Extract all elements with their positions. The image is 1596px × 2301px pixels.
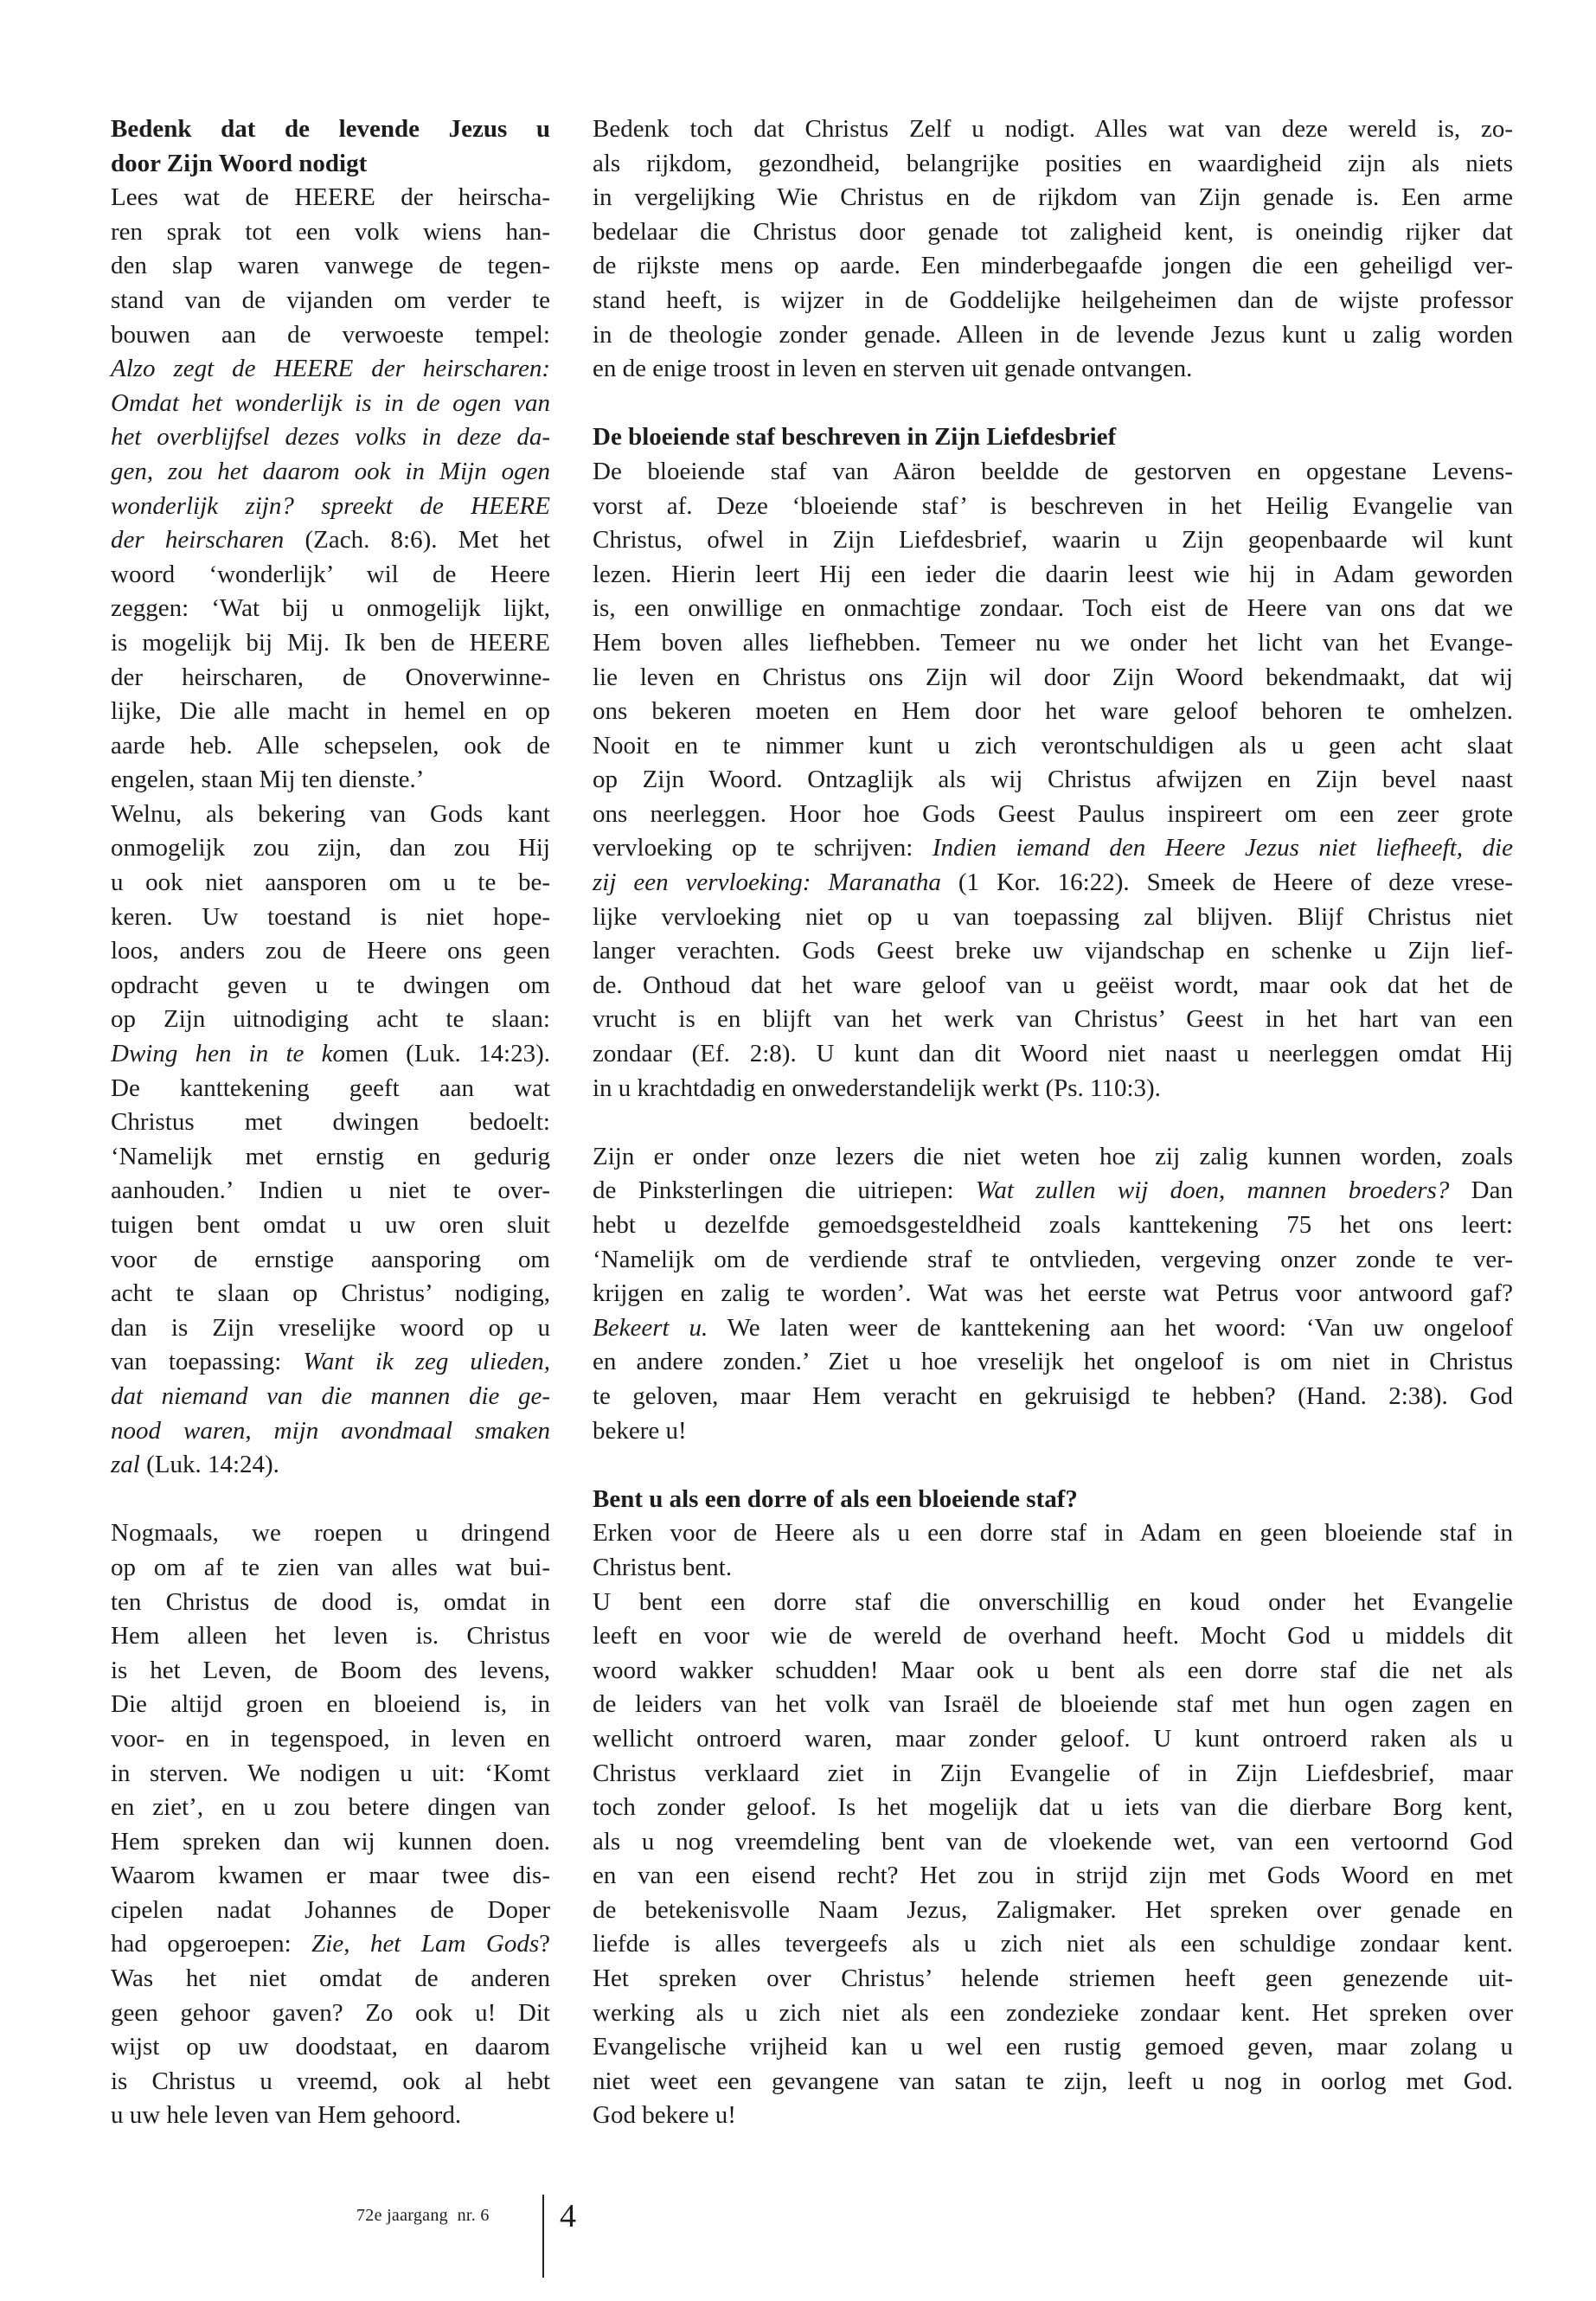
text-line: U bent een dorre staf die onverschillig en koud onder het Evangelie (593, 1587, 1513, 1616)
italic-quote: wonderlijk zijn? spreekt de HEERE (111, 491, 550, 520)
italic-quote: zal (111, 1451, 140, 1479)
text-line: door Zijn Woord nodigt (111, 149, 368, 177)
text-line: ons neerleggen. Hoor hoe Gods Geest Paulus inspireert om een zeer grote (593, 799, 1513, 828)
text-line: op om af te zien van alles wat bui- (111, 1553, 550, 1581)
italic-quote: nood waren, mijn avondmaal smaken (111, 1416, 550, 1445)
text-line: bedelaar die Christus door genade tot zaligheid kent, is oneindig rijker dat (593, 217, 1513, 246)
text-line: in vergelijking Wie Christus en de rijkdom van Zijn genade is. Een arme (593, 183, 1513, 212)
text-line: stand van de vijanden om verder te (111, 285, 550, 314)
italic-quote: Indien iemand den Heere Jezus niet liefheeft, die (932, 834, 1513, 862)
text-line: woord ‘wonderlijk’ wil de Heere (111, 560, 550, 588)
text-line: Hem alleen het leven is. Christus (111, 1622, 550, 1650)
text-line: Het spreken over Christus’ helende striemen heeft geen genezende uit- (593, 1965, 1513, 1993)
text-line: Christus met dwingen bedoelt: (111, 1108, 550, 1137)
text-line: vrucht is en blijft van het werk van Christus’ Geest in het hart van een (593, 1005, 1513, 1034)
text-line (111, 455, 550, 490)
italic-quote: Omdat het wonderlijk is in de ogen van (111, 388, 550, 417)
text-segment: (1 Kor. 16:22). Smeek de Heere of deze vrese- (940, 868, 1513, 897)
text-line: de rijkste mens op aarde. Een minderbegaafde jongen die een geheiligd ver- (593, 252, 1513, 280)
text-line: De kanttekening geeft aan wat (111, 1074, 550, 1102)
text-line: engelen, staan Mij ten dienste.’ (111, 766, 425, 794)
italic-quote: gen, zou het daarom ook in Mijn ogen (111, 457, 550, 485)
text-line: Welnu, als bekering van Gods kant (111, 799, 550, 828)
text-line (111, 352, 550, 387)
text-line: niet weet een gevangene van satan te zijn, leeft u nog in oorlog met God. (593, 2067, 1513, 2095)
text-line: loos, anders zou de Heere ons geen (111, 937, 550, 965)
text-line (111, 387, 550, 421)
text-line (593, 1311, 1513, 1346)
text-line (111, 1927, 550, 1962)
text-line: Hem spreken dan wij kunnen doen. (111, 1827, 550, 1856)
text-line: en de enige troost in leven en sterven uit genade ontvangen. (593, 355, 1193, 383)
text-line: de betekenisvolle Naam Jezus, Zaligmaker. Het spreken over genade en (593, 1895, 1513, 1924)
italic-quote: Want ik zeg ulieden, (303, 1348, 551, 1376)
text-line: op Zijn Woord. Ontzaglijk als wij Christus afwijzen en Zijn bevel naast (593, 766, 1513, 794)
text-segment: (Zach. 8:6). Met het (284, 526, 550, 554)
text-line: Evangelische vrijheid kan u wel een rustig gemoed geven, maar zolang u (593, 2033, 1513, 2061)
text-line: en andere zonden.’ Ziet u hoe vreselijk het ongeloof is om niet in Christus (593, 1348, 1513, 1376)
text-line (111, 490, 550, 524)
text-line: De bloeiende staf van Aäron beeldde de gestorven en opgestane Levens- (593, 457, 1513, 485)
text-line: Christus bent. (593, 1553, 733, 1581)
left-column (111, 112, 550, 2133)
text-line: ‘Namelijk om de verdiende straf te ontvlieden, vergeving onzer zonde te ver- (593, 1245, 1513, 1273)
paragraph (593, 1140, 1513, 1448)
text-line: te geloven, maar Hem veracht en gekruisigd te hebben? (Hand. 2:38). God (593, 1381, 1513, 1410)
text-line: de leiders van het volk van Israël de bloeiende staf met hun ogen zagen en (593, 1690, 1513, 1719)
text-line: krijgen en zalig te worden’. Wat was het eerste wat Petrus voor antwoord gaf? (593, 1279, 1513, 1308)
italic-quote: dat niemand van die mannen die ge- (111, 1381, 550, 1410)
italic-quote: het overblijfsel dezes volks in deze da- (111, 423, 550, 452)
italic-quote: zij een vervloeking: Maranatha (593, 868, 941, 897)
text-line: vorst af. Deze ‘bloeiende staf’ is beschreven in het Heilig Evangelie van (593, 491, 1513, 520)
text-line: woord wakker schudden! Maar ook u bent als een dorre staf die net als (593, 1656, 1513, 1684)
text-line: Erken voor de Heere als u een dorre staf in Adam en geen bloeiende staf in (593, 1519, 1513, 1548)
text-line: in u krachtdadig en onwederstandelijk werkt (Ps. 110:3). (593, 1074, 1161, 1102)
text-line: op Zijn uitnodiging acht te slaan: (111, 1005, 550, 1034)
text-line (593, 866, 1513, 901)
text-line: Bent u als een dorre of als een bloeiende staf? (593, 1484, 1078, 1513)
text-line (111, 1345, 550, 1380)
text-line: stand heeft, is wijzer in de Goddelijke heilgeheimen dan de wijste professor (593, 285, 1513, 314)
paragraph (593, 455, 1513, 1106)
page-number: 4 (560, 2198, 576, 2234)
text-line: Christus, ofwel in Zijn Liefdesbrief, waarin u Zijn geopenbaarde wil kunt (593, 526, 1513, 554)
text-line: onmogelijk zou zijn, dan zou Hij (111, 834, 550, 862)
text-line: hebt u dezelfde gemoedsgesteldheid zoals kanttekening 75 het ons leert: (593, 1211, 1513, 1239)
text-line: lie leven en Christus ons Zijn wil door Zijn Woord bekendmaakt, dat wij (593, 663, 1513, 691)
text-line: en ziet’, en u zou betere dingen van (111, 1793, 550, 1822)
text-line: wijst op uw doodstaat, en daarom (111, 2033, 550, 2061)
text-line: voor- en in tegenspoed, in leven en (111, 1724, 550, 1753)
text-line: is mogelijk bij Mij. Ik ben de HEERE (111, 628, 550, 657)
text-segment: de Pinksterlingen die uitriepen: (593, 1176, 976, 1205)
text-line: De bloeiende staf beschreven in Zijn Liefdesbrief (593, 423, 1117, 452)
text-line (593, 831, 1513, 866)
text-segment: (Luk. 14:24). (139, 1451, 279, 1479)
text-line: Waarom kwamen er maar twee dis- (111, 1862, 550, 1890)
text-line: keren. Uw toestand is niet hope- (111, 902, 550, 931)
text-line: voor de ernstige aansporing om (111, 1245, 550, 1273)
text-segment: ? (539, 1930, 550, 1958)
text-line: Lees wat de HEERE der heirscha- (111, 183, 550, 212)
text-line: is het Leven, de Boom des levens, (111, 1656, 550, 1684)
text-line: Bedenk toch dat Christus Zelf u nodigt. Alles wat van deze wereld is, zo- (593, 115, 1513, 143)
text-line: Nooit en te nimmer kunt u zich verontschuldigen als u geen acht slaat (593, 731, 1513, 760)
text-line (111, 1380, 550, 1414)
text-line: lezen. Hierin leert Hij een ieder die daarin leest wie hij in Adam geworden (593, 560, 1513, 588)
text-line: liefde is alles tevergeefs als u zich niet als een schuldige zondaar kent. (593, 1930, 1513, 1958)
text-segment: We laten weer de kanttekening aan het woord: ‘Van uw ongeloof (708, 1313, 1514, 1342)
section-heading (111, 112, 550, 181)
italic-quote: der heirscharen (111, 526, 285, 554)
text-segment: men (Luk. 14:23). (345, 1040, 550, 1068)
text-line: Bedenk dat de levende Jezus u (111, 115, 550, 143)
text-line: u ook niet aansporen om u te be- (111, 868, 550, 897)
right-column (593, 112, 1513, 2133)
text-line: is, een onwillige en onmachtige zondaar. Toch eist de Heere van ons dat we (593, 594, 1513, 623)
text-segment: van toepassing: (111, 1348, 304, 1376)
text-segment: had opgeroepen: (111, 1930, 312, 1958)
text-line (111, 420, 550, 455)
text-line: bekere u! (593, 1416, 687, 1445)
text-line: bouwen aan de verwoeste tempel: (111, 320, 550, 349)
text-line: werking als u zich niet als een zondezieke zondaar kent. Het spreken over (593, 1998, 1513, 2027)
text-line: ren sprak tot een volk wiens han- (111, 217, 550, 246)
text-line (111, 523, 550, 558)
text-line: is Christus u vreemd, ook al hebt (111, 2067, 550, 2095)
text-line: zondaar (Ef. 2:8). U kunt dan dit Woord niet naast u neerleggen omdat Hij (593, 1040, 1513, 1068)
text-line (111, 1037, 550, 1072)
text-line: u uw hele leven van Hem gehoord. (111, 2101, 462, 2130)
text-line: cipelen nadat Johannes de Doper (111, 1895, 550, 1924)
text-line: als rijkdom, gezondheid, belangrijke posities en waardigheid zijn als niets (593, 149, 1513, 177)
text-line: God bekere u! (593, 2101, 736, 2130)
paragraph (111, 1516, 550, 2133)
text-line: Die altijd groen en bloeiend is, in (111, 1690, 550, 1719)
text-line: acht te slaan op Christus’ nodiging, (111, 1279, 550, 1308)
section-heading (593, 1483, 1513, 1517)
text-line: opdracht geven u te dwingen om (111, 971, 550, 999)
text-line: Hem boven alles liefhebben. Temeer nu we onder het licht van het Evange- (593, 628, 1513, 657)
text-line: aanhouden.’ Indien u niet te over- (111, 1176, 550, 1205)
text-line (111, 1414, 550, 1449)
text-line: aarde heb. Alle schepselen, ook de (111, 731, 550, 760)
text-line (593, 1174, 1513, 1208)
text-segment: Dan (1449, 1176, 1513, 1205)
paragraph (593, 112, 1513, 387)
text-line: Nogmaals, we roepen u dringend (111, 1519, 550, 1548)
italic-quote: Zie, het Lam Gods (311, 1930, 540, 1958)
section-heading (593, 420, 1513, 455)
paragraph (111, 181, 550, 798)
text-line: ten Christus de dood is, omdat in (111, 1587, 550, 1616)
text-line: Was het niet omdat de anderen (111, 1965, 550, 1993)
footer-divider (542, 2195, 544, 2278)
paragraph (593, 1586, 1513, 2134)
text-line: wellicht ontroerd waren, maar zonder geloof. U kunt ontroerd raken als u (593, 1724, 1513, 1753)
text-line: der heirscharen, de Onoverwinne- (111, 663, 550, 691)
text-line: langer verachten. Gods Geest breke uw vijandschap en schenke u Zijn lief- (593, 937, 1513, 965)
text-line: dan is Zijn vreselijke woord op u (111, 1313, 550, 1342)
text-segment: vervloeking op te schrijven: (593, 834, 933, 862)
footer-issue-label: 72e jaargang nr. 6 (356, 2206, 490, 2225)
text-line: lijke vervloeking niet op u van toepassing zal blijven. Blijf Christus niet (593, 902, 1513, 931)
text-line: leeft en voor wie de wereld de overhand heeft. Mocht God u middels dit (593, 1622, 1513, 1650)
text-line: en van een eisend recht? Het zou in strijd zijn met Gods Woord en met (593, 1862, 1513, 1890)
text-line: ons bekeren moeten en Hem door het ware geloof behoren te omhelzen. (593, 697, 1513, 726)
text-line: als u nog vreemdeling bent van de vloekende wet, van een vertoornd God (593, 1827, 1513, 1856)
text-line: Christus verklaard ziet in Zijn Evangelie of in Zijn Liefdesbrief, maar (593, 1759, 1513, 1787)
text-line: in sterven. We nodigen u uit: ‘Komt (111, 1759, 550, 1787)
italic-quote: Dwing hen in te ko (111, 1040, 346, 1068)
text-line: zeggen: ‘Wat bij u onmogelijk lijkt, (111, 594, 550, 623)
text-line: in de theologie zonder genade. Alleen in de levende Jezus kunt u zalig worden (593, 320, 1513, 349)
text-line (111, 1448, 550, 1483)
text-line: tuigen bent omdat u uw oren sluit (111, 1211, 550, 1239)
text-line: den slap waren vanwege de tegen- (111, 252, 550, 280)
italic-quote: Wat zullen wij doen, mannen broeders? (975, 1176, 1450, 1205)
text-line: lijke, Die alle macht in hemel en op (111, 697, 550, 726)
italic-quote: Alzo zegt de HEERE der heirscharen: (111, 355, 550, 383)
paragraph (111, 798, 550, 1483)
text-line: geen gehoor gaven? Zo ook u! Dit (111, 1998, 550, 2027)
italic-quote: Bekeert u. (593, 1313, 708, 1342)
text-line: de. Onthoud dat het ware geloof van u geëist wordt, maar ook dat het de (593, 971, 1513, 999)
text-line: toch zonder geloof. Is het mogelijk dat u iets van die dierbare Borg kent, (593, 1793, 1513, 1822)
paragraph (593, 1516, 1513, 1585)
text-line: ‘Namelijk met ernstig en gedurig (111, 1142, 550, 1170)
text-line: Zijn er onder onze lezers die niet weten hoe zij zalig kunnen worden, zoals (593, 1142, 1513, 1170)
